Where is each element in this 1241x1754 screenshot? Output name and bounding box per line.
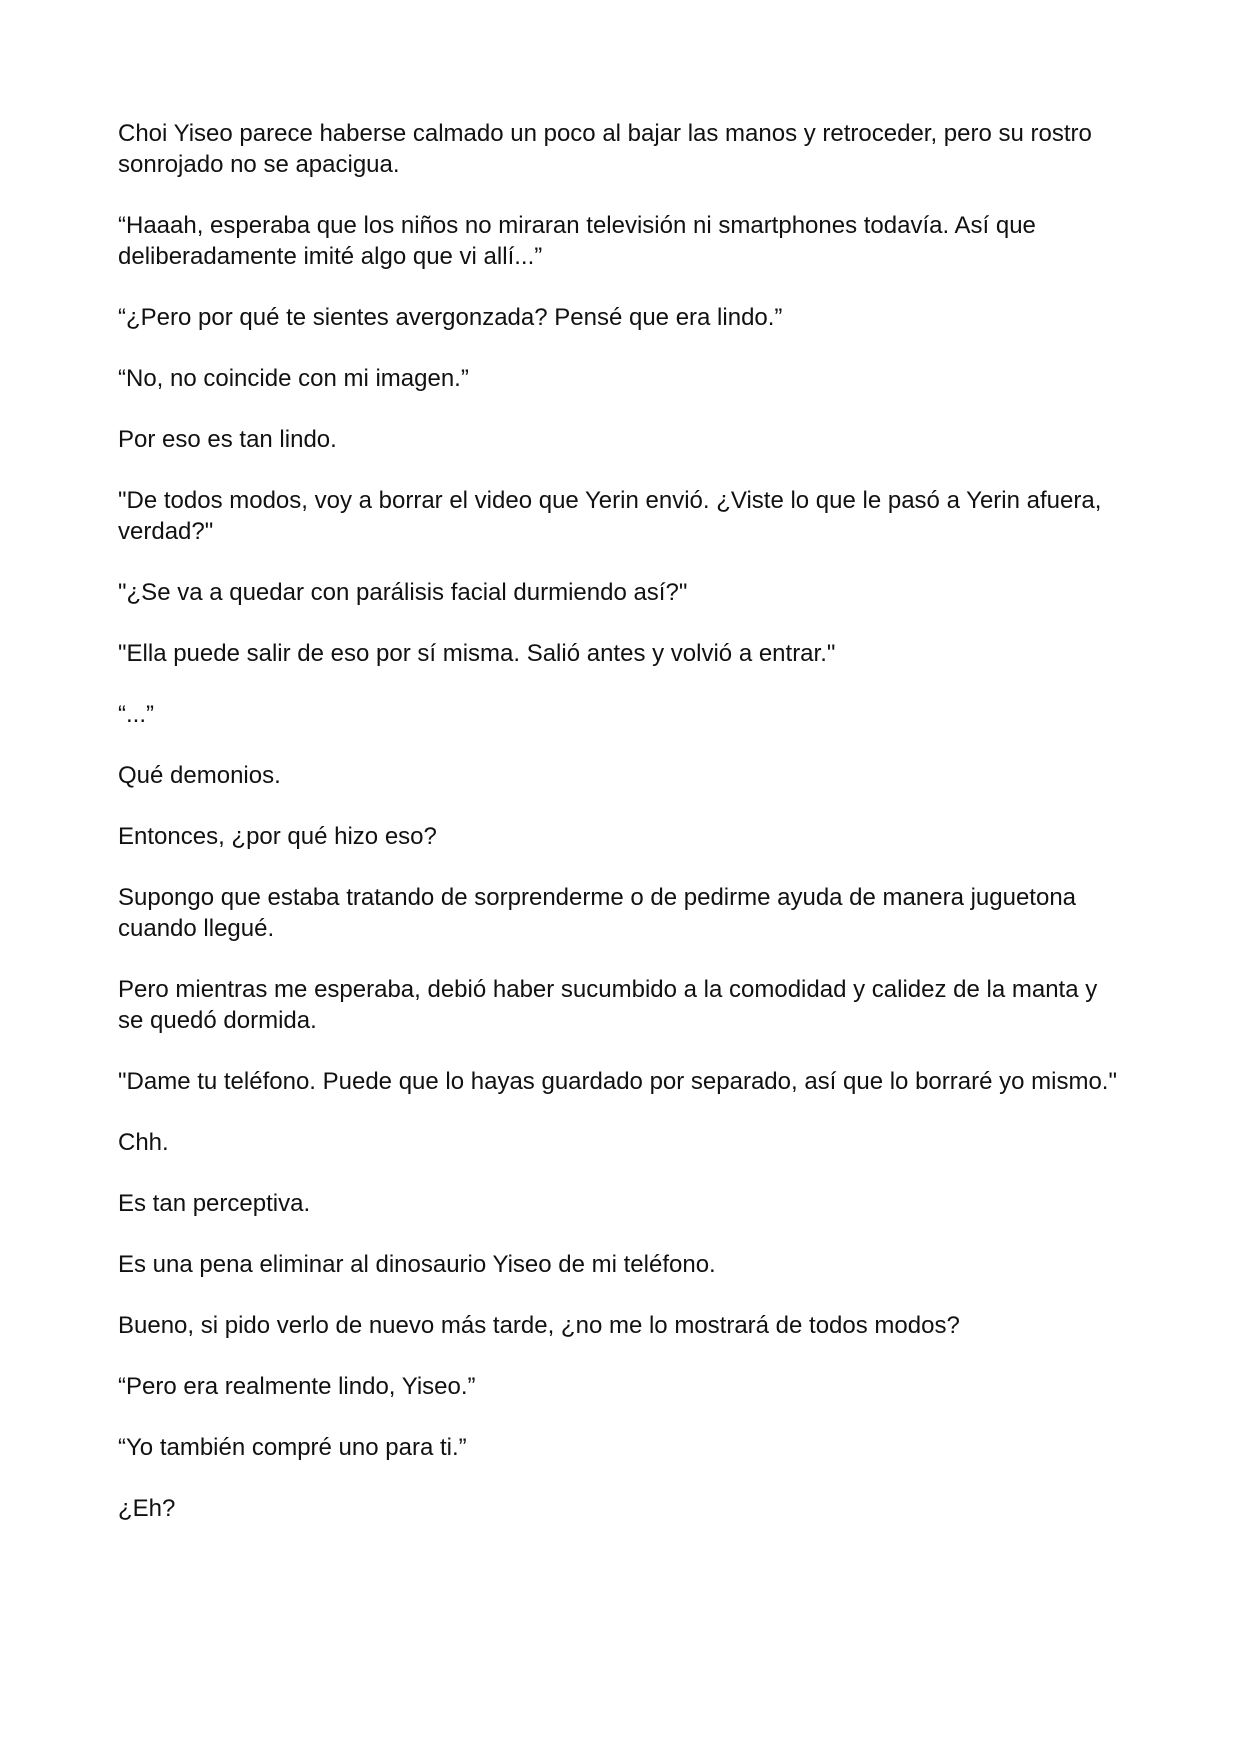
- document-body: [118, 118, 1128, 1554]
- paragraph: Qué demonios.: [118, 762, 281, 789]
- paragraph: Es tan perceptiva.: [118, 1190, 311, 1217]
- paragraph: “Pero era realmente lindo, Yiseo.”: [118, 1373, 476, 1400]
- paragraph: Por eso es tan lindo.: [118, 426, 337, 453]
- paragraph: Entonces, ¿por qué hizo eso?: [118, 823, 437, 850]
- paragraph: "¿Se va a quedar con parálisis facial durmiendo así?": [118, 579, 688, 606]
- paragraph: “Haaah, esperaba que los niños no miraran televisión ni smartphones todavía. Así que deliberadamente imité algo que vi allí...”: [118, 212, 1036, 270]
- paragraph: Chh.: [118, 1129, 169, 1156]
- paragraph: Choi Yiseo parece haberse calmado un poco al bajar las manos y retroceder, pero su rostro sonrojado no se apacigua.: [118, 120, 1092, 178]
- paragraph: Supongo que estaba tratando de sorprenderme o de pedirme ayuda de manera juguetona cuando llegué.: [118, 884, 1077, 942]
- paragraph: "Ella puede salir de eso por sí misma. Salió antes y volvió a entrar.": [118, 640, 836, 667]
- paragraph: "Dame tu teléfono. Puede que lo hayas guardado por separado, así que lo borraré yo mismo.": [118, 1068, 1117, 1095]
- paragraph: Pero mientras me esperaba, debió haber sucumbido a la comodidad y calidez de la manta y se quedó dormida.: [118, 976, 1098, 1034]
- paragraph: Bueno, si pido verlo de nuevo más tarde, ¿no me lo mostrará de todos modos?: [118, 1312, 960, 1339]
- paragraph: “Yo también compré uno para ti.”: [118, 1434, 467, 1461]
- paragraph: ¿Eh?: [118, 1495, 176, 1522]
- paragraph: “¿Pero por qué te sientes avergonzada? Pensé que era lindo.”: [118, 304, 783, 331]
- paragraph: “No, no coincide con mi imagen.”: [118, 365, 469, 392]
- paragraph: Es una pena eliminar al dinosaurio Yiseo de mi teléfono.: [118, 1251, 716, 1278]
- paragraph: “...”: [118, 701, 154, 728]
- paragraph: "De todos modos, voy a borrar el video que Yerin envió. ¿Viste lo que le pasó a Yerin afuera, verdad?": [118, 487, 1102, 545]
